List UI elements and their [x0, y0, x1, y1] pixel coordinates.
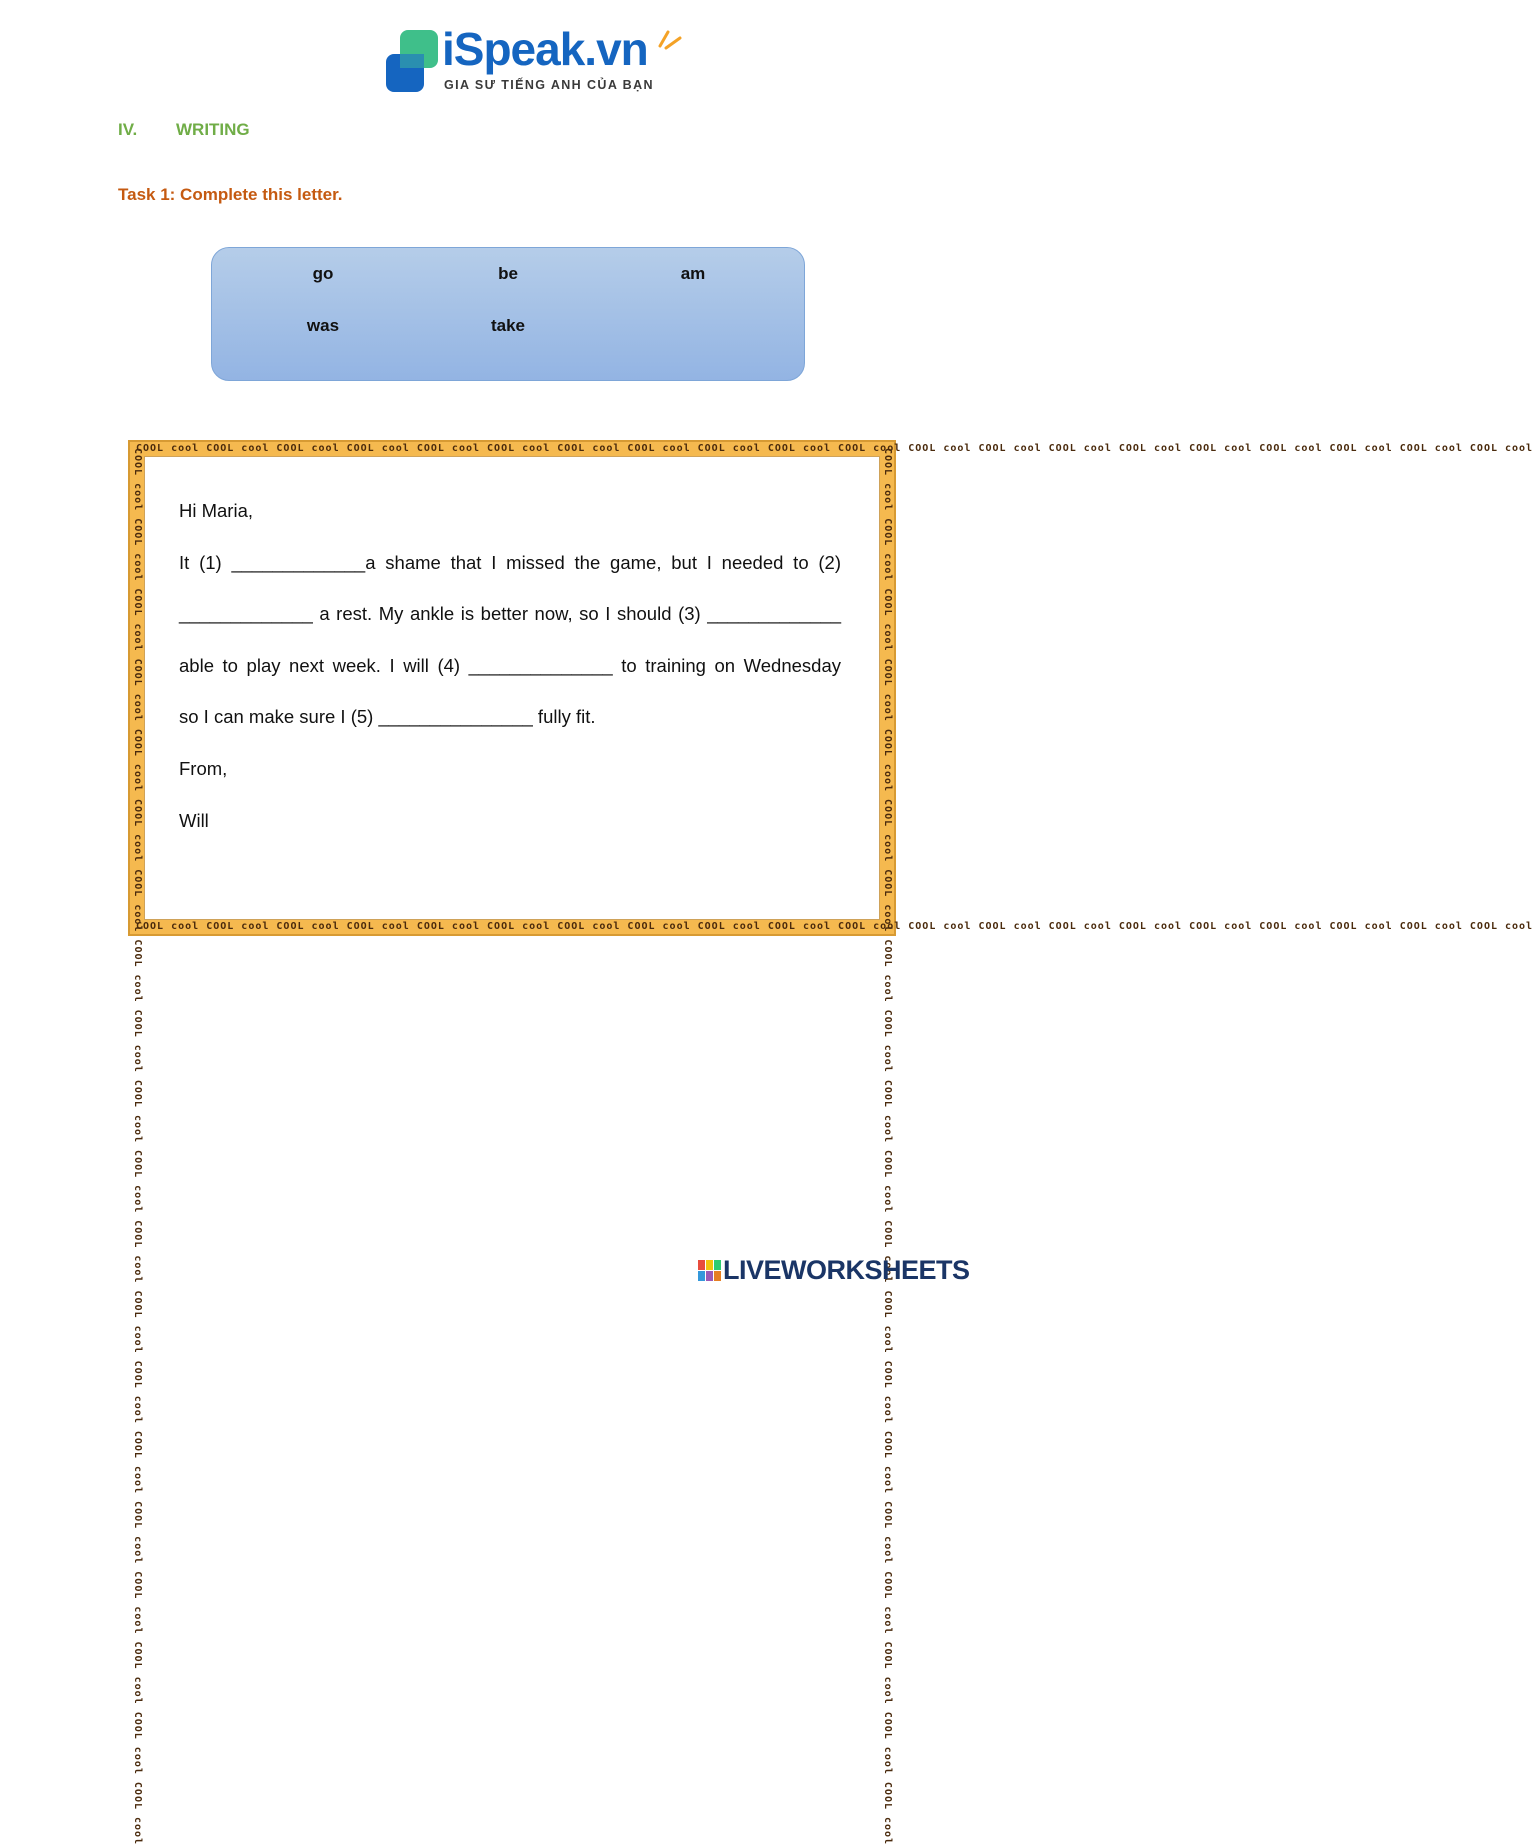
- letter-greeting: Hi Maria,: [179, 500, 254, 521]
- letter-line: It (1) _____________a shame that I missed the game, but I needed to (2): [179, 552, 841, 573]
- ispeak-logo-icon: [384, 28, 442, 94]
- word-bank-item: be: [498, 264, 518, 283]
- letter-paper: [144, 456, 880, 920]
- letter-line: _____________ a rest. My ankle is better now, so I should (3) _____________: [179, 603, 841, 624]
- section-title: WRITING: [176, 120, 250, 139]
- section-number: IV.: [118, 120, 138, 139]
- logo-name: iSpeak.vn: [442, 23, 648, 75]
- word-bank: [211, 247, 805, 381]
- frame-border-pattern: COOL cool COOL cool COOL cool COOL cool COOL cool COOL cool COOL cool COOL cool COOL cool COOL cool COOL cool COOL cool COOL cool COOL cool COOL cool COOL cool COOL cool COOL cool COOL cool COOL cool: [882, 448, 893, 1845]
- task-title: Task 1: Complete this letter.: [118, 185, 343, 204]
- sparkle-icon: [656, 28, 684, 52]
- frame-border-pattern: COOL cool COOL cool COOL cool COOL cool COOL cool COOL cool COOL cool COOL cool COOL cool COOL cool COOL cool COOL cool COOL cool COOL cool COOL cool COOL cool COOL cool COOL cool COOL cool COOL cool: [136, 921, 1533, 932]
- liveworksheets-icon: [698, 1260, 722, 1282]
- letter-signature: Will: [179, 810, 209, 831]
- letter-line: so I can make sure I (5) _______________ fully fit.: [179, 706, 596, 727]
- letter-line: able to play next week. I will (4) ______________ to training on Wednesday: [179, 655, 841, 676]
- frame-border-pattern: COOL cool COOL cool COOL cool COOL cool COOL cool COOL cool COOL cool COOL cool COOL cool COOL cool COOL cool COOL cool COOL cool COOL cool COOL cool COOL cool COOL cool COOL cool COOL cool COOL cool: [132, 448, 143, 1845]
- letter-closing: From,: [179, 758, 228, 779]
- word-bank-item: was: [306, 316, 340, 335]
- word-bank-item: take: [490, 316, 526, 335]
- word-bank-item: am: [680, 264, 706, 283]
- ispeak-logo: [384, 23, 684, 96]
- liveworksheets-logo: [698, 1256, 994, 1284]
- logo-tagline: GIA SƯ TIẾNG ANH CỦA BẠN: [444, 78, 654, 92]
- footer-brand: LIVEWORKSHEETS: [723, 1255, 970, 1285]
- frame-border-pattern: COOL cool COOL cool COOL cool COOL cool COOL cool COOL cool COOL cool COOL cool COOL cool COOL cool COOL cool COOL cool COOL cool COOL cool COOL cool COOL cool COOL cool COOL cool COOL cool COOL cool: [136, 443, 1533, 454]
- section-heading: [118, 120, 250, 140]
- word-bank-item: go: [312, 264, 334, 283]
